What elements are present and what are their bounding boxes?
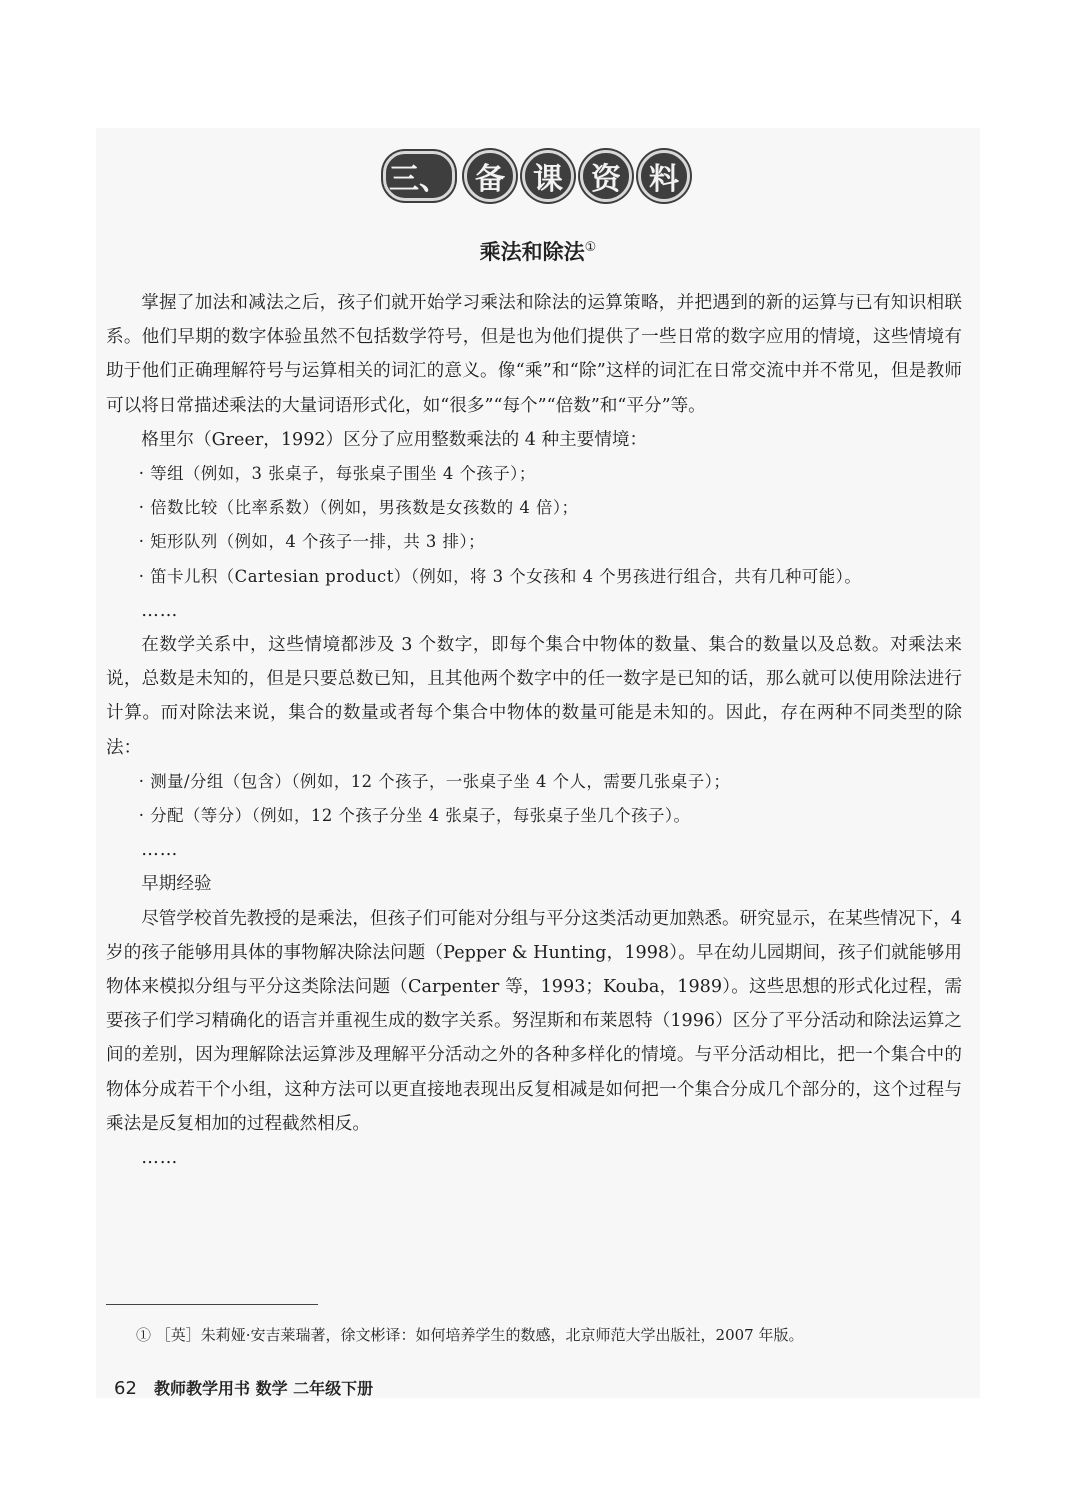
- ellipsis: ……: [141, 600, 179, 621]
- list-item: · 测量/分组（包含）（例如，12 个孩子，一张桌子坐 4 个人，需要几张桌子）；: [138, 771, 731, 791]
- section-banner: [96, 146, 980, 206]
- paragraph: 掌握了加法和减法之后，孩子们就开始学习乘法和除法的运算策略，并把遇到的新的运算与已有知识相联系。他们早期的数字体验虽然不包括数学符号，但是也为他们提供了一些日常的数字应用的情境，这些情境有助于他们正确理解符号与运算相关的词汇的意义。像“乘”和“除”这样的词汇在日常交流中并不常见，但是教师可以将日常描述乘法的大量词语形式化，如“很多”“每个”“倍数”和“平分”等。: [106, 293, 962, 416]
- article-body: [106, 286, 962, 1175]
- footnote: ① ［英］朱莉娅·安吉莱瑞著，徐文彬译：如何培养学生的数感，北京师范大学出版社，2007 年版。: [136, 1326, 804, 1344]
- list-item: · 分配（等分）（例如，12 个孩子分坐 4 张桌子，每张桌子坐几个孩子）。: [138, 806, 691, 826]
- page-footer: [114, 1376, 373, 1399]
- list-item: · 倍数比较（比率系数）（例如，男孩数是女孩数的 4 倍）；: [138, 498, 579, 518]
- list-item: · 笛卡儿积（Cartesian product）（例如，将 3 个女孩和 4 个男孩进行组合，共有几种可能）。: [138, 566, 862, 586]
- banner-char: 料: [638, 150, 690, 202]
- banner-char: 备: [464, 150, 516, 202]
- page-content: [96, 128, 980, 1398]
- paragraph: 格里尔（Greer，1992）区分了应用整数乘法的 4 种主要情境：: [141, 429, 648, 450]
- banner-char: 课: [522, 150, 574, 202]
- footnote-divider: [106, 1304, 318, 1305]
- article-title: [96, 236, 980, 266]
- subheading: 早期经验: [141, 874, 212, 895]
- page-number: 62: [114, 1378, 137, 1399]
- ellipsis: ……: [141, 840, 179, 861]
- banner-number: 三、: [383, 151, 455, 201]
- list-item: · 等组（例如，3 张桌子，每张桌子围坐 4 个孩子）；: [138, 464, 536, 484]
- book-title: 教师教学用书 数学 二年级下册: [154, 1379, 374, 1398]
- banner-char: 资: [580, 150, 632, 202]
- article-title-text: 乘法和除法: [479, 240, 585, 264]
- footnote-marker: ①: [584, 240, 597, 255]
- paragraph: 尽管学校首先教授的是乘法，但孩子们可能对分组与平分这类活动更加熟悉。研究显示，在某些情况下，4 岁的孩子能够用具体的事物解决除法问题（Pepper & Hunting，1998）。早在幼儿园期间，孩子们就能够用物体来模拟分组与平分这类除法问题（Carpenter 等，1993；Kouba，1989）。这些思想的形式化过程，需要孩子们学习精确化的语言并重视生成的数字关系。努涅斯和布莱恩特（1996）区分了平分活动和除法运算之间的差别，因为理解除法运算涉及理解平分活动之外的各种多样化的情境。与平分活动相比，把一个集合中的物体分成若干个小组，这种方法可以更直接地表现出反复相减是如何把一个集合分成几个部分的，这个过程与乘法是反复相加的过程截然相反。: [106, 908, 962, 1134]
- ellipsis: ……: [141, 1148, 179, 1169]
- list-item: · 矩形队列（例如，4 个孩子一排，共 3 排）；: [138, 532, 486, 552]
- paragraph: 在数学关系中，这些情境都涉及 3 个数字，即每个集合中物体的数量、集合的数量以及总数。对乘法来说，总数是未知的，但是只要总数已知，且其他两个数字中的任一数字是已知的话，那么就可以使用除法进行计算。而对除法来说，集合的数量或者每个集合中物体的数量可能是未知的。因此，存在两种不同类型的除法：: [106, 635, 962, 758]
